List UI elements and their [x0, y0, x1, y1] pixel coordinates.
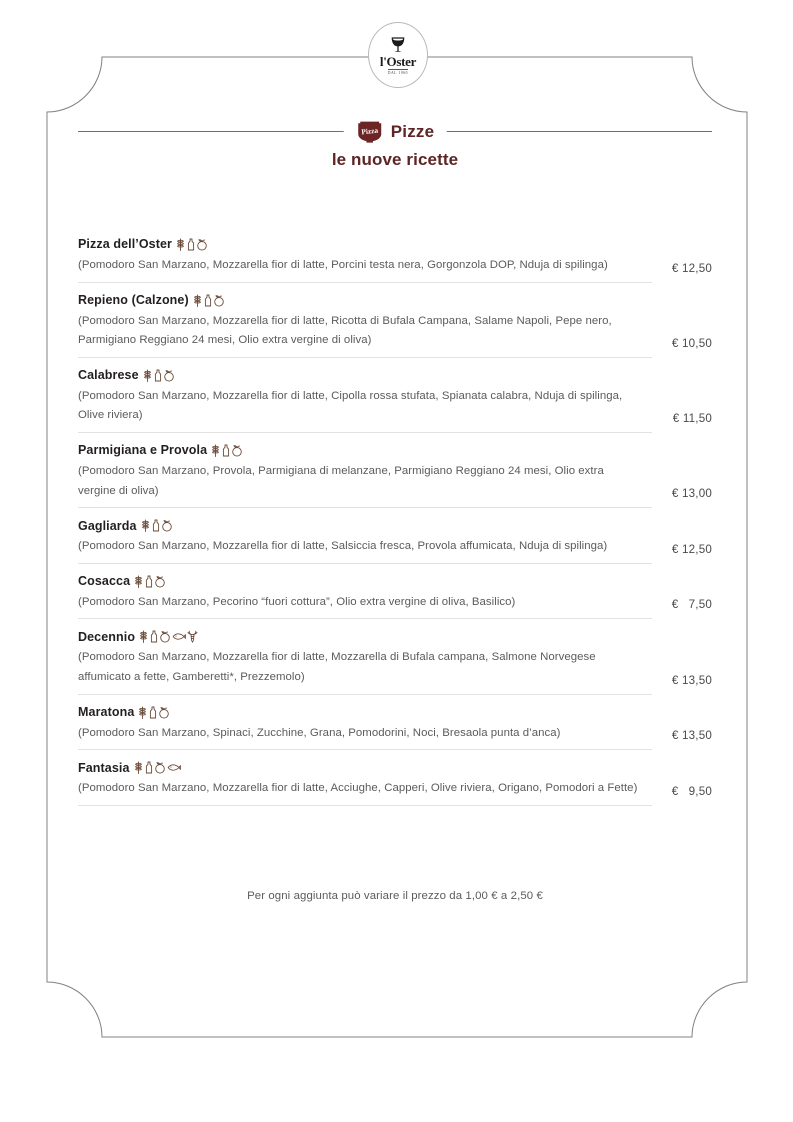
menu-item-header: [78, 238, 712, 252]
menu-item-name: Maratona: [78, 704, 135, 719]
svg-text:Pizza: Pizza: [360, 125, 379, 136]
menu-item[interactable]: [78, 519, 712, 564]
menu-item-divider: [78, 507, 652, 508]
menu-item-price: € 13,50: [671, 673, 712, 687]
tomato-icon: [159, 630, 171, 643]
menu-item-description: (Pomodoro San Marzano, Mozzarella fior di latte, Cipolla rossa stufata, Spianata calabra, Nduja di spilinga, Olive riviera): [78, 389, 623, 422]
footer-note: Per ogni aggiunta può variare il prezzo da 1,00 € a 2,50 €: [247, 889, 543, 902]
section-subtitle: le nuove ricette: [331, 150, 459, 169]
menu-item-header: [78, 294, 712, 308]
gluten-icon: [142, 369, 153, 382]
menu-item-body: [78, 648, 712, 687]
menu-item-body: [78, 256, 712, 276]
menu-item-description: (Pomodoro San Marzano, Mozzarella fior di latte, Acciughe, Capperi, Olive riviera, Origano, Pomodori a Fette): [78, 782, 638, 795]
gluten-icon: [140, 519, 151, 532]
menu-item-name: Calabrese: [78, 368, 139, 383]
menu-item[interactable]: [78, 575, 712, 620]
menu-page-content: [78, 118, 712, 902]
menu-item-header: [78, 444, 712, 458]
menu-item-divider: [78, 563, 652, 564]
menu-item[interactable]: [78, 369, 712, 433]
allergen-icon-group: [192, 294, 225, 308]
menu-list: [78, 238, 712, 806]
tomato-icon: [154, 575, 166, 588]
gluten-icon: [210, 444, 221, 457]
menu-item-price: € 13,50: [671, 729, 712, 743]
gluten-icon: [192, 294, 203, 307]
menu-item-description: (Pomodoro San Marzano, Mozzarella fior di latte, Ricotta di Bufala Campana, Salame Napoli, Pepe nero, Parmigiano Reggiano 24 mesi, Olio extra vergine di oliva): [78, 314, 612, 347]
menu-item-description: (Pomodoro San Marzano, Mozzarella fior di latte, Porcini testa nera, Gorgonzola DOP, Nduja di spilinga): [78, 259, 608, 271]
menu-item[interactable]: [78, 294, 712, 358]
milk-icon: [187, 238, 195, 251]
menu-item[interactable]: [78, 761, 712, 806]
milk-icon: [145, 761, 153, 774]
allergen-icon-group: [133, 761, 181, 775]
menu-item-price: € 11,50: [672, 412, 712, 426]
menu-item-name: Parmigiana e Provola: [78, 443, 208, 458]
gluten-icon: [175, 238, 186, 251]
allergen-icon-group: [138, 630, 198, 644]
gluten-icon: [137, 706, 148, 719]
fish-icon: [172, 630, 186, 643]
menu-item-description: (Pomodoro San Marzano, Provola, Parmigiana di melanzane, Parmigiano Reggiano 24 mesi, Olio extra vergine di oliva): [78, 465, 604, 497]
brand-logo: [368, 22, 428, 88]
fish-icon: [167, 761, 181, 774]
menu-item-body: [78, 537, 712, 557]
menu-item-description: (Pomodoro San Marzano, Spinaci, Zucchine, Grana, Pomodorini, Noci, Bresaola punta d’anca): [78, 726, 561, 739]
menu-item-name: Decennio: [78, 629, 136, 644]
menu-item-header: [78, 369, 712, 383]
milk-icon: [204, 294, 212, 307]
menu-item-price: € 12,50: [671, 542, 712, 556]
menu-item-body: [78, 724, 712, 744]
menu-item-price: € 10,50: [671, 336, 712, 350]
milk-icon: [222, 444, 230, 457]
menu-item-divider: [78, 694, 652, 695]
allergen-icon-group: [210, 444, 243, 458]
tomato-icon: [231, 444, 243, 457]
menu-item-divider: [78, 432, 652, 433]
menu-item-divider: [78, 749, 652, 750]
menu-item-description: (Pomodoro San Marzano, Mozzarella fior di latte, Salsiccia fresca, Provola affumicata, Nduja di spilinga): [78, 540, 608, 553]
menu-item-divider: [78, 282, 652, 283]
menu-item-price: € 12,50: [671, 261, 712, 275]
allergen-icon-group: [142, 369, 175, 383]
milk-icon: [154, 369, 162, 382]
section-header: [78, 118, 712, 144]
gluten-icon: [133, 575, 144, 588]
menu-item-body: [78, 387, 712, 426]
menu-item[interactable]: [78, 444, 712, 508]
tomato-icon: [163, 369, 175, 382]
crustacean-icon: [187, 630, 198, 643]
gluten-icon: [138, 630, 149, 643]
menu-item-divider: [78, 805, 652, 806]
menu-item-header: [78, 706, 712, 720]
tomato-icon: [158, 706, 170, 719]
menu-item-divider: [78, 357, 652, 358]
wine-glass-icon: [388, 35, 408, 54]
menu-item-name: Cosacca: [78, 574, 131, 589]
milk-icon: [149, 706, 157, 719]
menu-item-divider: [78, 618, 652, 619]
menu-item-description: (Pomodoro San Marzano, Mozzarella fior di latte, Mozzarella di Bufala campana, Salmone Norvegese affumicato a fette, Gamberetti*, Prezzemolo): [78, 651, 596, 684]
brand-tagline: DAL 1960: [387, 70, 409, 75]
allergen-icon-group: [133, 575, 166, 589]
menu-item-price: € 13,00: [671, 487, 712, 501]
tomato-icon: [161, 519, 173, 532]
tomato-icon: [196, 238, 208, 251]
menu-item-header: [78, 761, 712, 775]
menu-item[interactable]: [78, 706, 712, 751]
menu-item-price: € 7,50: [671, 598, 712, 612]
menu-item[interactable]: [78, 238, 712, 283]
milk-icon: [150, 630, 158, 643]
brand-wordmark: l'Oster: [379, 54, 417, 70]
menu-item-description: (Pomodoro San Marzano, Pecorino “fuori cottura”, Olio extra vergine di oliva, Basilico): [78, 595, 516, 608]
menu-item-body: [78, 593, 712, 613]
menu-item-name: Fantasia: [78, 760, 130, 775]
section-title: Pizze: [390, 121, 435, 141]
menu-item-price: € 9,50: [671, 784, 712, 798]
allergen-icon-group: [137, 706, 170, 720]
menu-item-name: Pizza dell’Oster: [78, 237, 172, 252]
menu-item-header: [78, 575, 712, 589]
menu-item-header: [78, 519, 712, 533]
tomato-icon: [154, 761, 166, 774]
milk-icon: [152, 519, 160, 532]
menu-item-body: [78, 462, 712, 501]
milk-icon: [145, 575, 153, 588]
gluten-icon: [133, 761, 144, 774]
menu-item-name: Repieno (Calzone): [78, 292, 189, 307]
menu-item[interactable]: [78, 630, 712, 694]
menu-item-body: [78, 312, 712, 351]
tomato-icon: [213, 294, 225, 307]
menu-item-header: [78, 630, 712, 644]
allergen-icon-group: [140, 519, 173, 533]
pizza-badge-icon: [356, 120, 384, 143]
menu-item-name: Gagliarda: [78, 518, 137, 533]
allergen-icon-group: [175, 238, 208, 252]
menu-item-body: [78, 779, 712, 799]
